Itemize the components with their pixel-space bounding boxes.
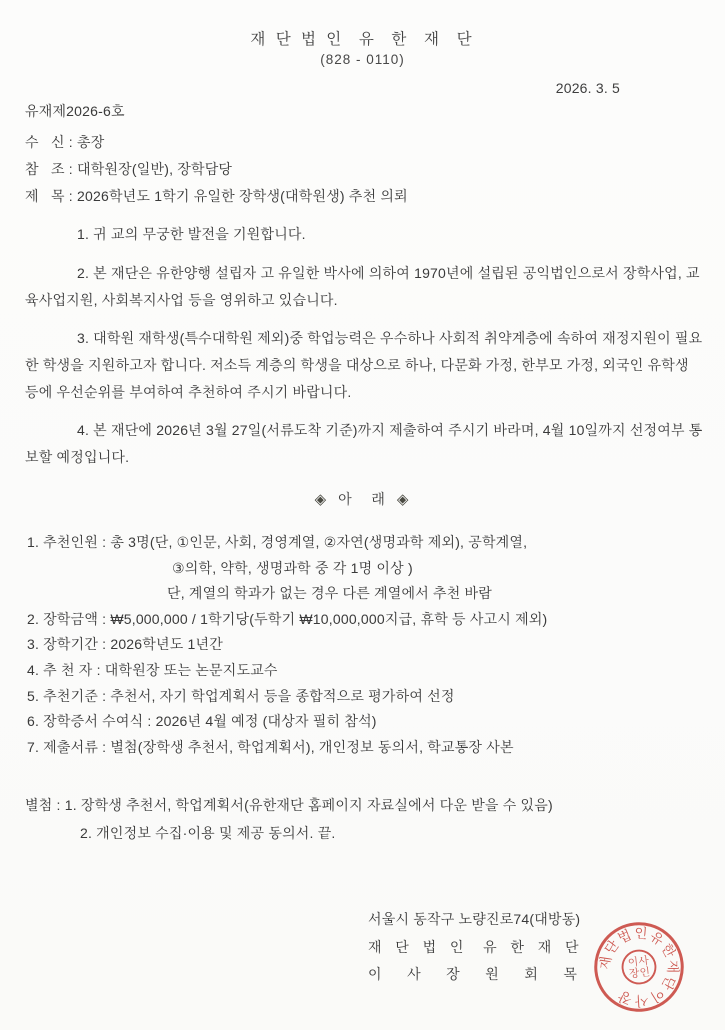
diamond-icon: ◈ — [396, 491, 411, 508]
attachment-section — [25, 792, 703, 847]
org-title: 재 단 법 인 유 한 재 단 — [250, 31, 475, 48]
meta-field-value: 대학원장(일반), 장학담당 — [77, 161, 233, 177]
meta-field-separator: : — [64, 134, 77, 150]
meta-field-row — [25, 129, 408, 156]
condition-line: 5. 추천기준 : 추천서, 자기 학업계획서 등을 종합적으로 평가하여 선정 — [27, 687, 455, 704]
document-number: 유재제2026-6호 — [25, 103, 125, 119]
meta-field-label: 수 신 — [25, 134, 65, 150]
signature-block — [368, 906, 581, 989]
divider-label: 아 래 — [338, 491, 387, 507]
meta-field-row — [25, 156, 408, 183]
condition-line: 6. 장학증서 수여식 : 2026년 4월 예정 (대상자 필히 참석) — [27, 713, 377, 730]
meta-field-label: 참 조 — [25, 161, 65, 177]
svg-text:이사: 이사 — [627, 955, 650, 970]
attachment-line-1: 별첨 : 1. 장학생 추천서, 학업계획서(유한재단 홈페이지 자료실에서 다운 받을 수 있음) — [25, 797, 553, 813]
meta-field-value: 총장 — [77, 134, 105, 150]
body-paragraph-3: 3. 대학원 재학생(특수대학원 제외)중 학업능력은 우수하나 사회적 취약계층에 속하여 재정지원이 필요한 학생을 지원하고자 합니다. 저소득 계층의 학생을 대상으로 하나, 다문화 가정, 한부모 가정, 외국인 유학생 등에 우선순위를 부여하여 추천하여 주시기 바랍니다. — [25, 330, 703, 400]
document-date: 2026. 3. 5 — [555, 80, 620, 96]
condition-line: 1. 추천인원 : 총 3명(단, ①인문, 사회, 경영계열, ②자연(생명과학 제외), 공학계열, — [27, 534, 528, 550]
meta-field-label: 제 목 — [25, 188, 65, 204]
body-paragraph-4: 4. 본 재단에 2026년 3월 27일(서류도착 기준)까지 제출하여 주시기 바라며, 4월 10일까지 선정여부 통보할 예정입니다. — [25, 422, 703, 465]
org-name-signature: 재 단 법 인 유 한 재 단 — [368, 938, 581, 955]
official-seal-stamp-icon — [587, 915, 690, 1018]
condition-line: 단, 계열의 학과가 없는 경우 다른 계열에서 추천 바람 — [167, 585, 493, 602]
section-divider — [0, 489, 725, 509]
org-address: 서울시 동작구 노량진로74(대방동) — [368, 911, 581, 927]
condition-line: 2. 장학금액 : ₩5,000,000 / 1학기당(두학기 ₩10,000,000지급, 휴학 등 사고시 제외) — [27, 610, 548, 627]
meta-fields — [25, 129, 408, 210]
condition-line: 4. 추 천 자 : 대학원장 또는 논문지도교수 — [27, 661, 278, 678]
meta-field-separator: : — [64, 188, 77, 204]
meta-field-separator: : — [64, 161, 77, 177]
meta-field-row — [25, 183, 408, 210]
condition-line: ③의학, 약학, 생명과학 중 각 1명 이상 ) — [172, 559, 413, 576]
signer-name: 이 사 장 원 회 목 — [368, 966, 579, 982]
attachment-line-2: 2. 개인정보 수집·이용 및 제공 동의서. 끝. — [80, 824, 336, 841]
meta-field-value: 2026학년도 1학기 유일한 장학생(대학원생) 추천 의뢰 — [77, 188, 408, 204]
body-paragraph-1: 1. 귀 교의 무궁한 발전을 기원합니다. — [77, 226, 306, 242]
org-phone: (828 - 0110) — [320, 52, 405, 67]
letterhead — [0, 27, 725, 67]
svg-text:장인: 장인 — [628, 966, 651, 981]
conditions-list — [27, 530, 707, 760]
condition-line: 7. 제출서류 : 별첨(장학생 추천서, 학업계획서), 개인정보 동의서, 학교통장 사본 — [27, 738, 514, 755]
condition-line: 3. 장학기간 : 2026학년도 1년간 — [27, 636, 223, 653]
diamond-icon: ◈ — [314, 491, 329, 508]
svg-text:재단법인유한재단이사장: 재단법인유한재단이사장 — [597, 925, 681, 1009]
body-paragraph-2: 2. 본 재단은 유한양행 설립자 고 유일한 박사에 의하여 1970년에 설립된 공익법인으로서 장학사업, 교육사업지원, 사회복지사업 등을 영위하고 있습니다. — [25, 265, 700, 308]
